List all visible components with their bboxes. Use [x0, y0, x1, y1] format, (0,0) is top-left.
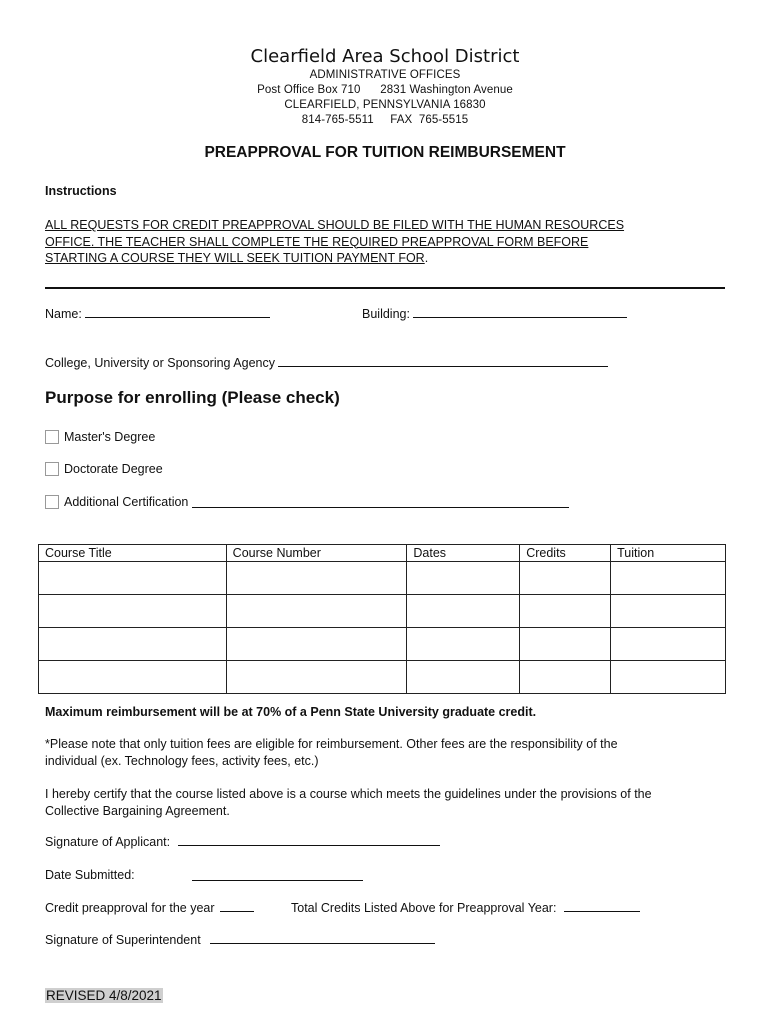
total-credits-line[interactable]: [564, 901, 640, 912]
table-cell[interactable]: [611, 661, 726, 694]
college-field[interactable]: [45, 356, 608, 370]
table-cell[interactable]: [520, 661, 611, 694]
option-masters[interactable]: [45, 430, 155, 444]
instructions-line-1: ALL REQUESTS FOR CREDIT PREAPPROVAL SHOULD BE FILED WITH THE HUMAN RESOURCES: [45, 218, 625, 232]
date-submitted-label: Date Submitted:: [45, 868, 135, 882]
table-cell[interactable]: [611, 595, 726, 628]
table-cell[interactable]: [407, 661, 520, 694]
table-cell[interactable]: [407, 562, 520, 595]
doctorate-checkbox[interactable]: [45, 462, 59, 476]
superintendent-signature-line[interactable]: [210, 933, 435, 944]
address-line-1: Post Office Box 710 2831 Washington Avenue: [257, 84, 513, 96]
col-course-number: Course Number: [226, 545, 407, 562]
address-line-2: CLEARFIELD, PENNSYLVANIA 16830: [284, 99, 486, 111]
course-table: [38, 544, 726, 694]
option-doctorate[interactable]: [45, 462, 163, 476]
table-row: [39, 628, 726, 661]
offices-heading: ADMINISTRATIVE OFFICES: [309, 69, 461, 81]
total-credits-label: Total Credits Listed Above for Preapproval Year:: [291, 901, 557, 915]
certification-label: Additional Certification: [64, 495, 189, 509]
credit-year-field[interactable]: [45, 901, 254, 915]
table-cell[interactable]: [226, 628, 407, 661]
divider: [45, 287, 725, 289]
date-submitted-line[interactable]: [192, 870, 363, 881]
name-line[interactable]: [85, 307, 270, 318]
table-cell[interactable]: [39, 628, 227, 661]
table-cell[interactable]: [520, 628, 611, 661]
masters-checkbox[interactable]: [45, 430, 59, 444]
instructions-line-2: OFFICE. THE TEACHER SHALL COMPLETE THE REQUIRED PREAPPROVAL FORM BEFORE: [45, 234, 589, 249]
table-cell[interactable]: [407, 628, 520, 661]
applicant-signature-label: Signature of Applicant:: [45, 835, 171, 849]
superintendent-signature-field[interactable]: [45, 933, 435, 947]
name-label: Name:: [45, 307, 82, 321]
district-name: Clearfield Area School District: [250, 46, 520, 67]
instructions-heading: Instructions: [45, 184, 117, 198]
masters-label: Master's Degree: [64, 430, 156, 444]
table-row: [39, 595, 726, 628]
certification-line[interactable]: [192, 497, 569, 508]
certification-checkbox[interactable]: [45, 495, 59, 509]
table-cell[interactable]: [39, 661, 227, 694]
certification-statement-line-2: Collective Bargaining Agreement.: [45, 803, 230, 818]
table-cell[interactable]: [39, 562, 227, 595]
tuition-fee-note-line-2: individual (ex. Technology fees, activity fees, etc.): [45, 753, 319, 768]
purpose-heading: Purpose for enrolling (Please check): [45, 388, 340, 407]
phone-fax: 814-765-5511 FAX 765-5515: [301, 114, 469, 126]
credit-year-label: Credit preapproval for the year: [45, 901, 215, 915]
instructions-text: [45, 217, 725, 267]
col-dates: Dates: [407, 545, 520, 562]
instructions-line-3: STARTING A COURSE THEY WILL SEEK TUITION PAYMENT FOR: [45, 251, 425, 265]
tuition-fee-note: [45, 736, 730, 769]
date-submitted-field[interactable]: [45, 868, 135, 882]
certification-statement: [45, 786, 730, 819]
table-cell[interactable]: [226, 595, 407, 628]
tuition-fee-note-line-1: *Please note that only tuition fees are eligible for reimbursement. Other fees are the responsibility of the: [45, 737, 618, 751]
instructions-period: .: [424, 251, 429, 265]
max-reimbursement-note: Maximum reimbursement will be at 70% of a Penn State University graduate credit.: [45, 705, 537, 719]
col-credits: Credits: [520, 545, 611, 562]
table-row: [39, 562, 726, 595]
col-course-title: Course Title: [39, 545, 227, 562]
name-field[interactable]: [45, 307, 270, 321]
table-cell[interactable]: [520, 562, 611, 595]
superintendent-signature-label: Signature of Superintendent: [45, 933, 201, 947]
instructions-line-3-wrap: [45, 250, 725, 267]
table-cell[interactable]: [407, 595, 520, 628]
table-cell[interactable]: [226, 661, 407, 694]
col-tuition: Tuition: [611, 545, 726, 562]
college-line[interactable]: [278, 356, 608, 367]
table-header-row: [39, 545, 726, 562]
table-cell[interactable]: [226, 562, 407, 595]
table-cell[interactable]: [520, 595, 611, 628]
college-label: College, University or Sponsoring Agency: [45, 356, 275, 370]
credit-year-line[interactable]: [220, 901, 254, 912]
applicant-signature-field[interactable]: [45, 835, 440, 849]
revision-date: REVISED 4/8/2021: [46, 988, 162, 1003]
table-cell[interactable]: [39, 595, 227, 628]
option-certification[interactable]: [45, 495, 569, 509]
building-line[interactable]: [413, 307, 627, 318]
building-field[interactable]: [362, 307, 627, 321]
doctorate-label: Doctorate Degree: [64, 462, 163, 476]
total-credits-field[interactable]: [291, 901, 640, 915]
table-cell[interactable]: [611, 628, 726, 661]
applicant-signature-line[interactable]: [178, 835, 440, 846]
table-row: [39, 661, 726, 694]
form-title: PREAPPROVAL FOR TUITION REIMBURSEMENT: [204, 144, 566, 161]
certification-statement-line-1: I hereby certify that the course listed above is a course which meets the guidelines under the provisions of the: [45, 787, 652, 801]
table-cell[interactable]: [611, 562, 726, 595]
building-label: Building:: [362, 307, 410, 321]
